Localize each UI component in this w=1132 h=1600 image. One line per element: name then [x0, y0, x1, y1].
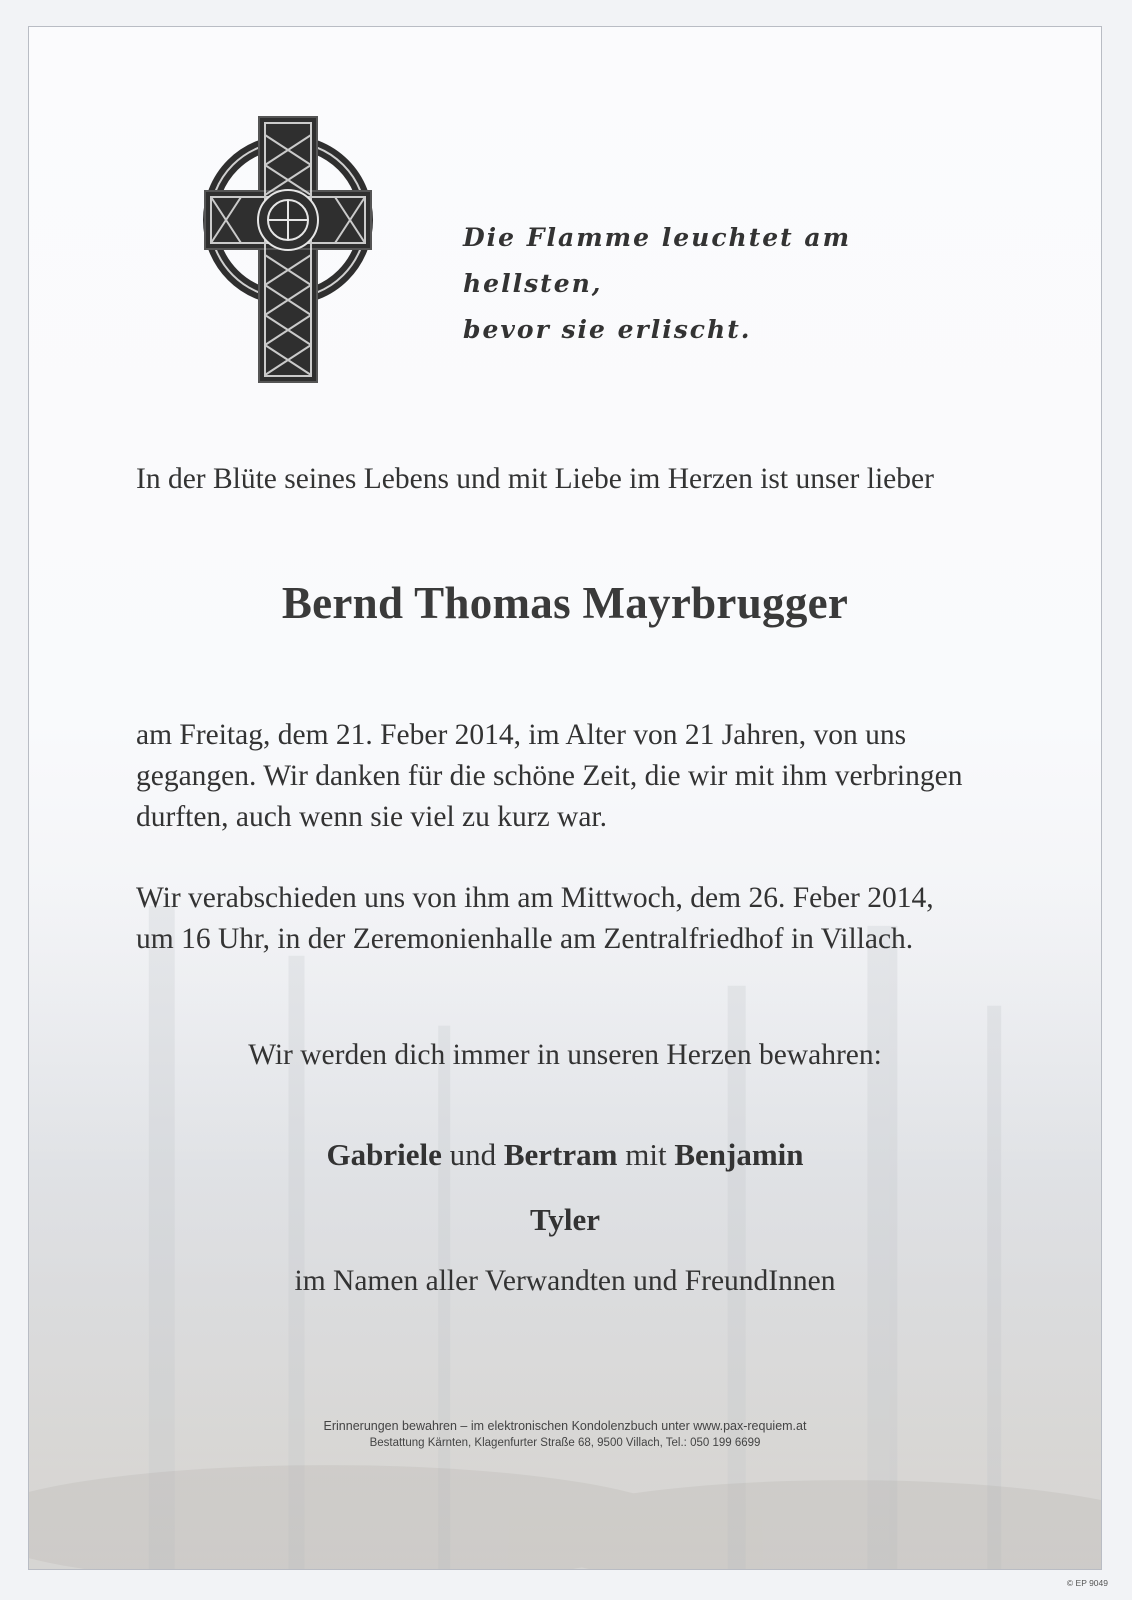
mourner-separator: mit	[625, 1137, 667, 1172]
footer-address-line: Bestattung Kärnten, Klagenfurter Straße 68, 9500 Villach, Tel.: 050 199 6699	[369, 1437, 761, 1449]
motto-line-1: Die Flamme leuchtet am hellsten,	[463, 223, 852, 298]
obituary-sheet	[28, 26, 1102, 1570]
mourner-name: Gabriele	[326, 1137, 442, 1172]
relatives-line: im Namen aller Verwandten und FreundInnen	[294, 1265, 836, 1297]
paragraph-line: durften, auch wenn sie viel zu kurz war.	[136, 801, 608, 833]
mourner-name: Benjamin	[674, 1137, 804, 1172]
closing-line: Wir werden dich immer in unseren Herzen bewahren:	[248, 1039, 882, 1071]
paragraph-line: gegangen. Wir danken für die schöne Zeit, die wir mit ihm verbringen	[136, 760, 963, 792]
mourners-names	[29, 1137, 1101, 1173]
paragraph-line: um 16 Uhr, in der Zeremonienhalle am Zentralfriedhof in Villach.	[136, 923, 914, 955]
mourner-name: Tyler	[529, 1202, 600, 1237]
document-code: © EP 9049	[1066, 1578, 1108, 1588]
mourner-separator: und	[449, 1137, 497, 1172]
funeral-details-paragraph	[136, 878, 1016, 960]
death-notice-paragraph	[136, 715, 1016, 838]
footer-condolence-line: Erinnerungen bewahren – im elektronischen Kondolenzbuch unter www.pax-requiem.at	[323, 1419, 807, 1433]
celtic-cross-icon	[201, 115, 375, 385]
intro-text: In der Blüte seines Lebens und mit Liebe im Herzen ist unser lieber	[136, 463, 934, 495]
paragraph-line: Wir verabschieden uns von ihm am Mittwoch, dem 26. Feber 2014,	[136, 882, 934, 914]
paragraph-line: am Freitag, dem 21. Feber 2014, im Alter von 21 Jahren, von uns	[136, 719, 907, 751]
motto-quote	[463, 215, 983, 353]
mourner-name: Bertram	[503, 1137, 618, 1172]
motto-line-2: bevor sie erlischt.	[463, 315, 752, 344]
deceased-name: Bernd Thomas Mayrbrugger	[281, 578, 849, 628]
